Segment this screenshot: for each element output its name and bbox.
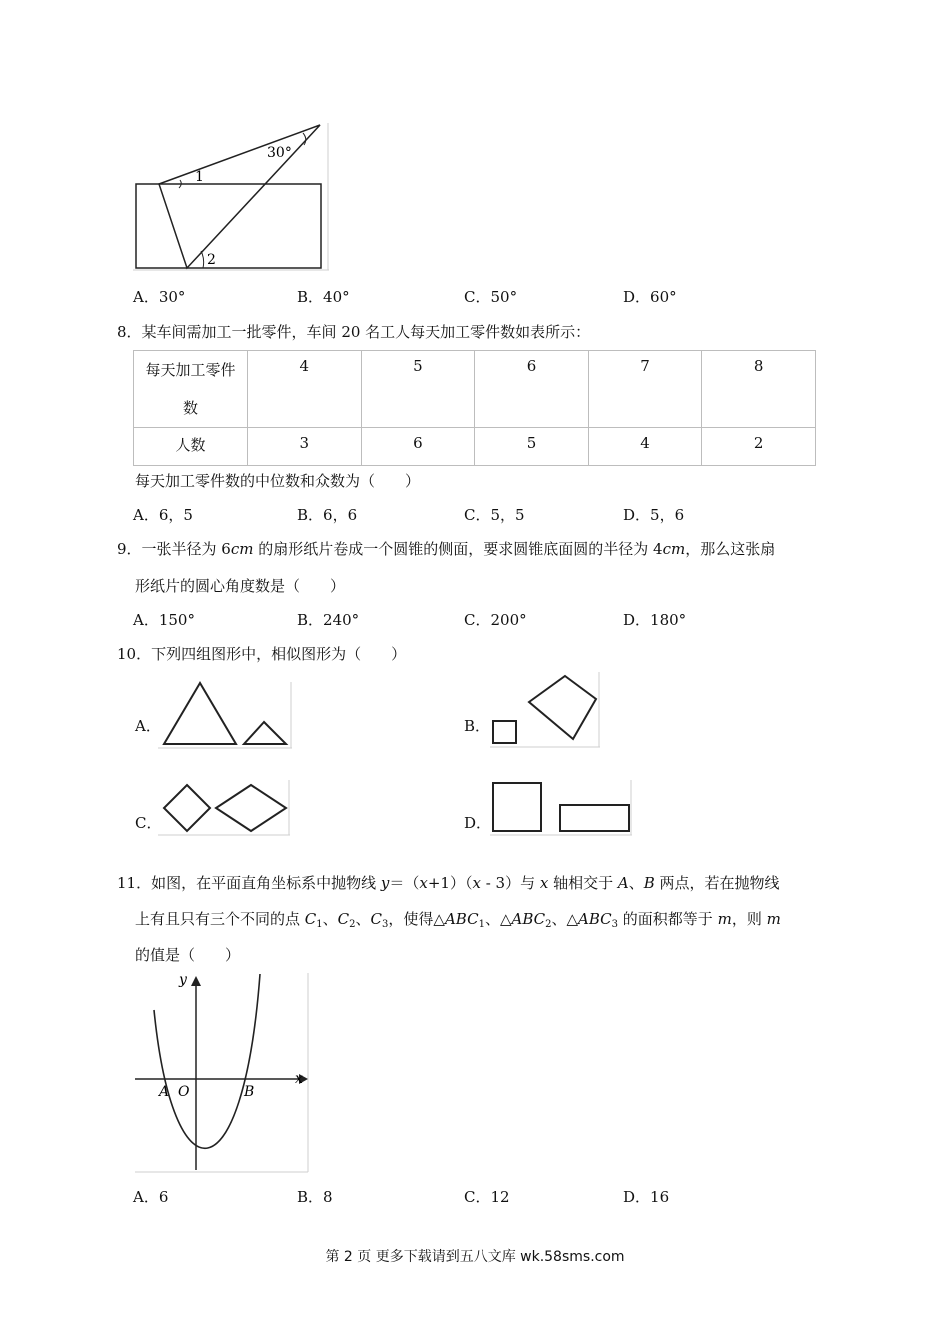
q10-figure-d-rectangles — [490, 780, 634, 838]
q10-label-b: B． — [464, 717, 491, 735]
q11-option-b: B．8 — [297, 1188, 333, 1206]
angle-1-label: 1 — [195, 169, 204, 185]
q9-option-b: B．240° — [297, 611, 360, 629]
table-cell: 4 — [588, 428, 702, 466]
q11-parabola-figure — [133, 970, 311, 1176]
q9-option-d: D．180° — [623, 611, 687, 629]
q7-option-a: A．30° — [133, 288, 186, 306]
y-axis-label: y — [179, 972, 187, 988]
q8-option-c: C．5，5 — [464, 506, 525, 524]
header-parts-line1: 每天加工零件 — [145, 361, 236, 379]
q11-stem-line2: 上有且只有三个不同的点 $C_1$、$C_2$、$C_3$，使得$\triangle ABC_1$、$\triangle ABC_2$、$\triangle ABC_3$ 的面积都等于 m，则 m — [135, 910, 781, 930]
table-cell: 3 — [248, 428, 362, 466]
q8-option-b: B．6，6 — [297, 506, 358, 524]
table-cell: 7 — [588, 351, 702, 428]
angle-2-label: 2 — [207, 252, 216, 268]
table-cell: 2 — [702, 428, 816, 466]
set-square-triangle — [159, 125, 320, 268]
q8-data-table — [133, 350, 816, 466]
q10-figure-c-rhombuses — [158, 780, 292, 838]
page-footer: 第 2 页 更多下载请到五八文库 wk.58sms.com — [325, 1249, 625, 1265]
header-parts-line2: 数 — [182, 399, 198, 417]
table-cell: 5 — [361, 351, 475, 428]
q9-option-a: A．150° — [133, 611, 195, 629]
origin-label: O — [178, 1084, 190, 1100]
q7-option-b: B．40° — [297, 288, 350, 306]
q10-label-a: A． — [135, 717, 161, 735]
q11-option-d: D．16 — [623, 1188, 670, 1206]
q11-option-c: C．12 — [464, 1188, 510, 1206]
q10-figure-a-triangles — [158, 680, 294, 750]
q10-label-d: D． — [464, 814, 492, 832]
table-header-people: 人数 — [134, 428, 248, 466]
q7-option-c: C．50° — [464, 288, 518, 306]
table-header-parts — [134, 351, 248, 428]
q11-stem-line3: 的值是（ ） — [135, 946, 241, 964]
q8-option-a: A．6，5 — [133, 506, 193, 524]
q8-option-d: D．5，6 — [623, 506, 685, 524]
q7-option-d: D．60° — [623, 288, 677, 306]
q9-option-c: C．200° — [464, 611, 527, 629]
point-a-label: A — [159, 1084, 170, 1100]
q10-figure-b-squares — [490, 672, 602, 750]
angle-30-label: 30° — [267, 145, 292, 161]
table-cell: 4 — [248, 351, 362, 428]
q8-question: 每天加工零件数的中位数和众数为（ ） — [135, 472, 421, 490]
table-cell: 6 — [361, 428, 475, 466]
q8-stem: 8．某车间需加工一批零件，车间 20 名工人每天加工零件数如表所示： — [117, 323, 591, 341]
q10-stem: 10．下列四组图形中，相似图形为（ ） — [117, 645, 407, 663]
table-cell: 6 — [475, 351, 589, 428]
table-cell: 8 — [702, 351, 816, 428]
parabola-curve — [154, 974, 260, 1148]
q11-option-a: A．6 — [133, 1188, 169, 1206]
q9-stem-line2: 形纸片的圆心角度数是（ ） — [135, 577, 346, 595]
q9-stem-line1: 9．一张半径为 6cm 的扇形纸片卷成一个圆锥的侧面，要求圆锥底面圆的半径为 4cm，那么这张扇 — [117, 540, 776, 558]
q11-stem-line1: 11．如图，在平面直角坐标系中抛物线 y＝（x+1）（x - 3）与 x 轴相交于 A、B 两点，若在抛物线 — [117, 874, 780, 892]
table-cell: 5 — [475, 428, 589, 466]
point-b-label: B — [244, 1084, 255, 1100]
q7-figure — [133, 123, 333, 273]
x-axis-label: x — [295, 1071, 303, 1087]
q10-label-c: C． — [135, 814, 162, 832]
